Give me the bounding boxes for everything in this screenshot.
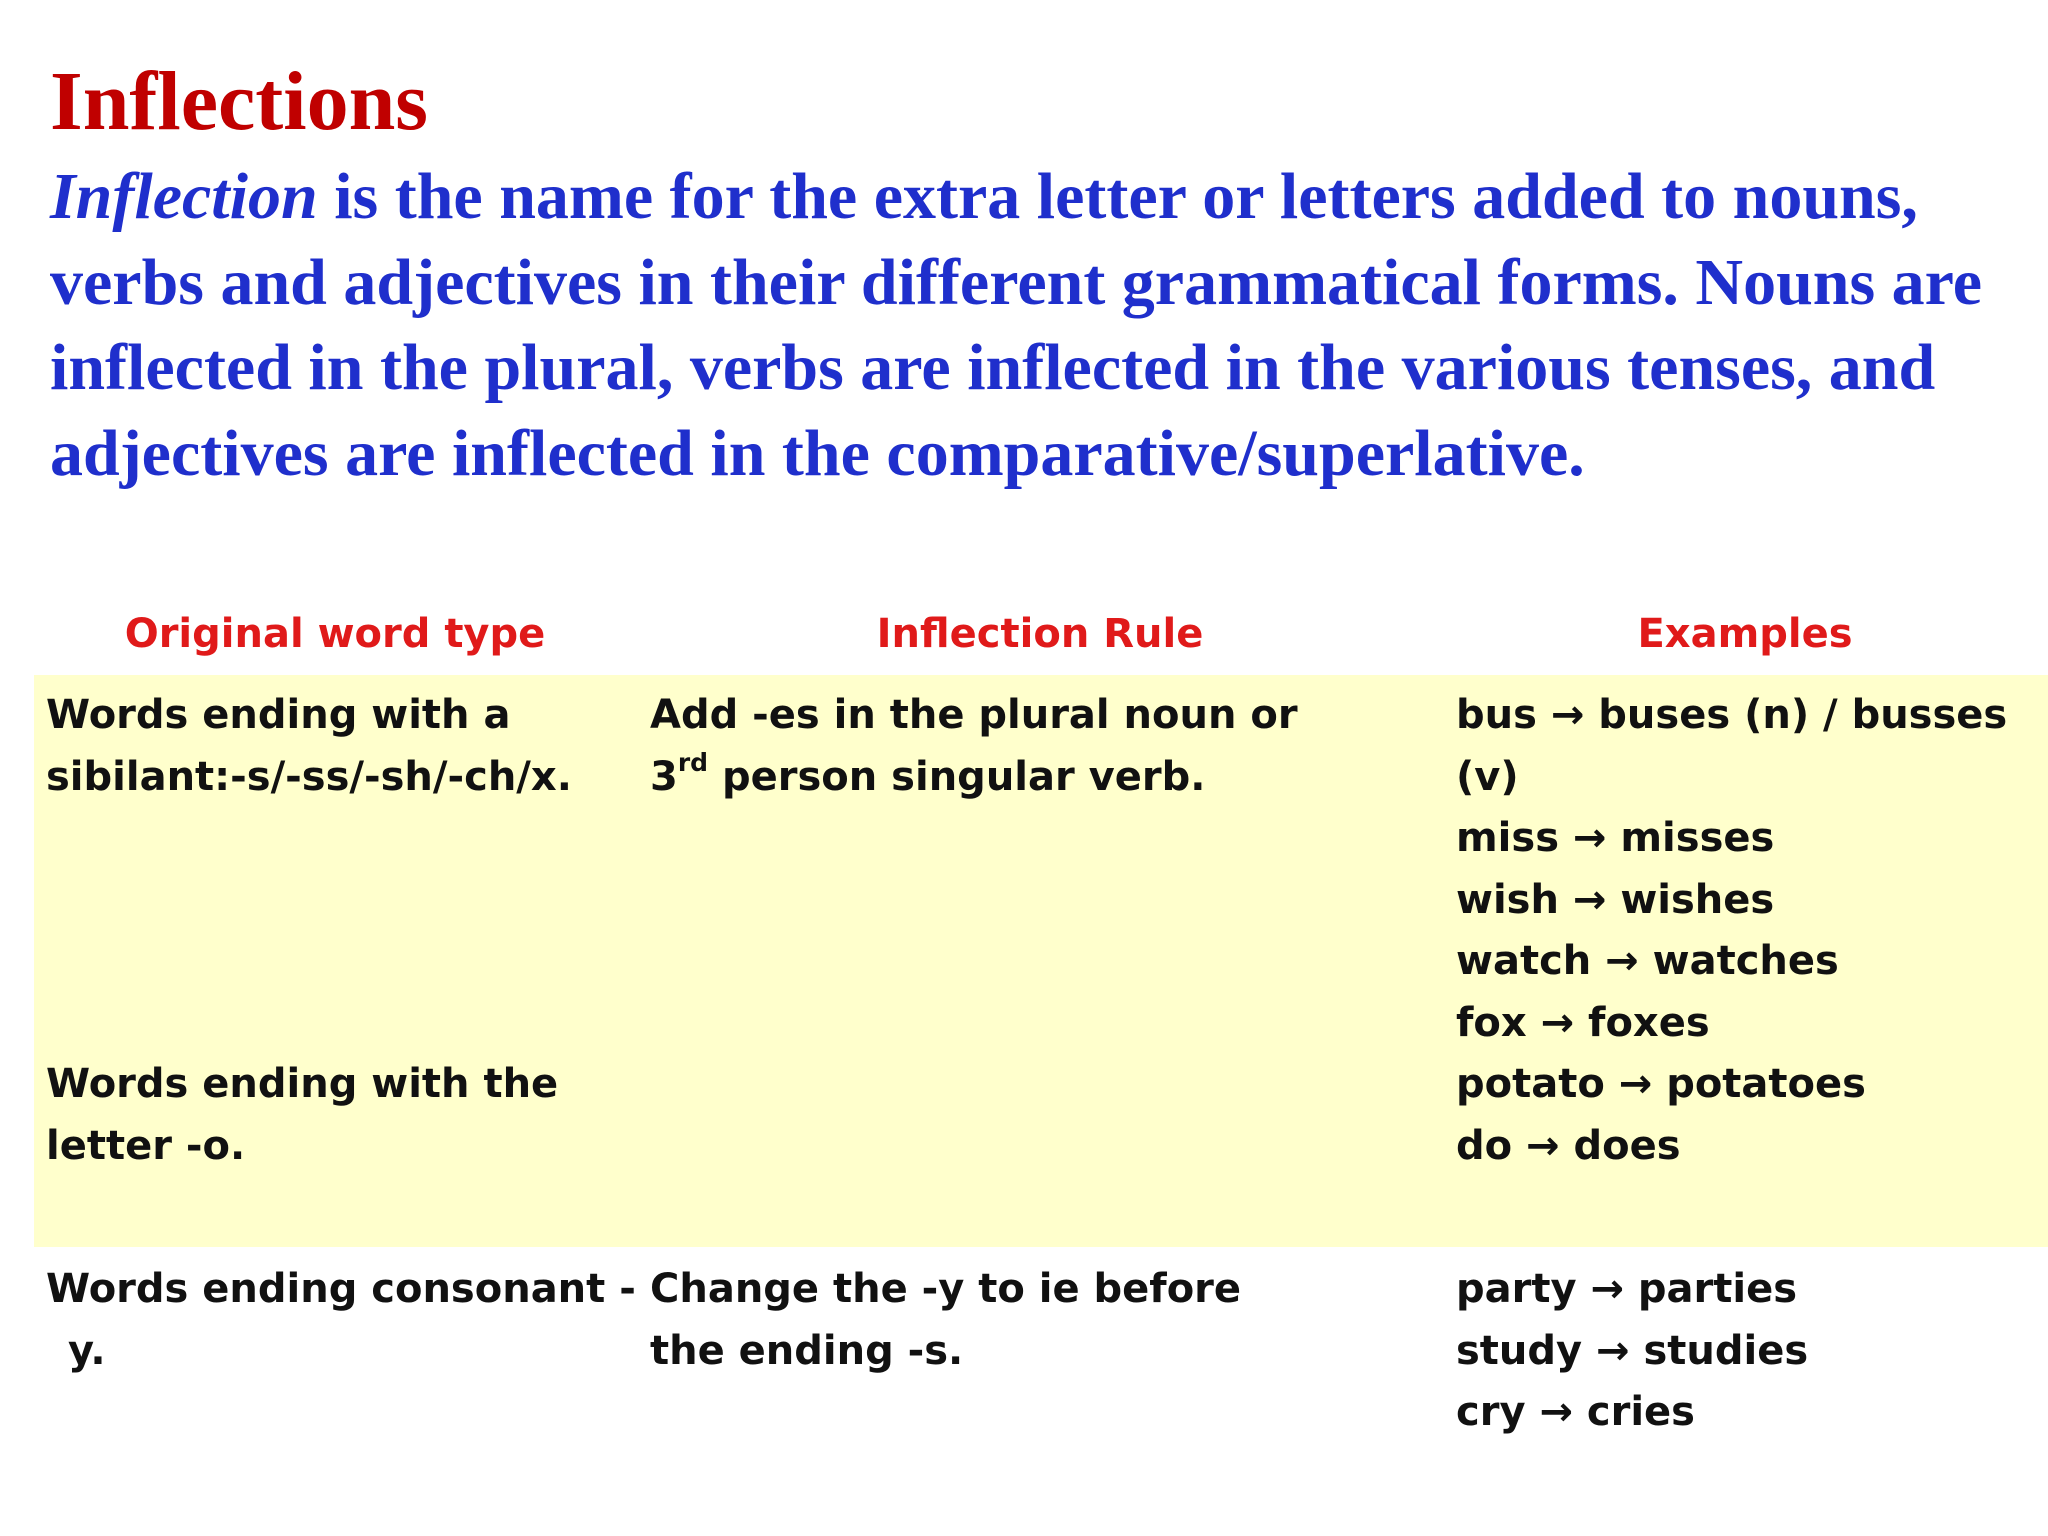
header-examples: Examples	[1637, 611, 1853, 657]
example-item: do → does	[1456, 1122, 1681, 1169]
example-item: study → studies	[1456, 1327, 1809, 1374]
row1-type-a-line2: sibilant:-s/-ss/-sh/-ch/x.	[46, 753, 572, 800]
example-item: watch → watches	[1456, 938, 1839, 984]
row2-rule-line1: Change the -y to ie before	[650, 1266, 1242, 1312]
row2-rule-line2: the ending -s.	[650, 1327, 964, 1374]
row1-rule	[650, 685, 1298, 808]
row1-rule-line1: Add -es in the plural noun or	[650, 692, 1298, 738]
intro-term: Inflection	[50, 160, 318, 233]
row1-examples	[1456, 685, 2007, 1177]
example-item: potato → potatoes	[1456, 1061, 1866, 1107]
row2-examples	[1456, 1259, 1808, 1444]
slide-title: Inflections	[50, 55, 428, 148]
row2-type-line2: y.	[68, 1327, 106, 1374]
header-rule: Inflection Rule	[876, 611, 1204, 657]
row1-type-b-line1: Words ending with the	[46, 1061, 559, 1107]
row1-rule-line2	[650, 747, 1298, 809]
example-item: fox → foxes	[1456, 999, 1710, 1046]
row1-word-type-sibilant	[46, 685, 572, 808]
row1-rule-line2-rest: person singular verb.	[708, 753, 1206, 800]
row1-type-b-line2: letter -o.	[46, 1122, 246, 1169]
row2-word-type	[46, 1259, 636, 1382]
row2-type-line1: Words ending consonant -	[46, 1266, 636, 1312]
header-word-type: Original word type	[124, 611, 546, 657]
example-item: (v)	[1456, 753, 1519, 800]
row1-rule-ordinal-suffix: rd	[677, 748, 709, 778]
row1-type-a-line1: Words ending with a	[46, 692, 511, 738]
row2-rule	[650, 1259, 1241, 1382]
row1-rule-ordinal: 3	[650, 753, 678, 800]
example-item: party → parties	[1456, 1266, 1798, 1312]
example-item: cry → cries	[1456, 1389, 1695, 1435]
intro-paragraph	[50, 154, 2040, 496]
row1-word-type-letter-o	[46, 1054, 558, 1177]
example-item: bus → buses (n) / busses	[1456, 692, 2008, 738]
example-item: wish → wishes	[1456, 876, 1775, 923]
example-item: miss → misses	[1456, 815, 1775, 861]
intro-text: is the name for the extra letter or letters added to nouns, verbs and adjectives in their different grammatical forms. Nouns are inflected in the plural, verbs are inflected in the various tenses, and adjectives are inflected in the comparative/superlative.	[50, 160, 1983, 490]
